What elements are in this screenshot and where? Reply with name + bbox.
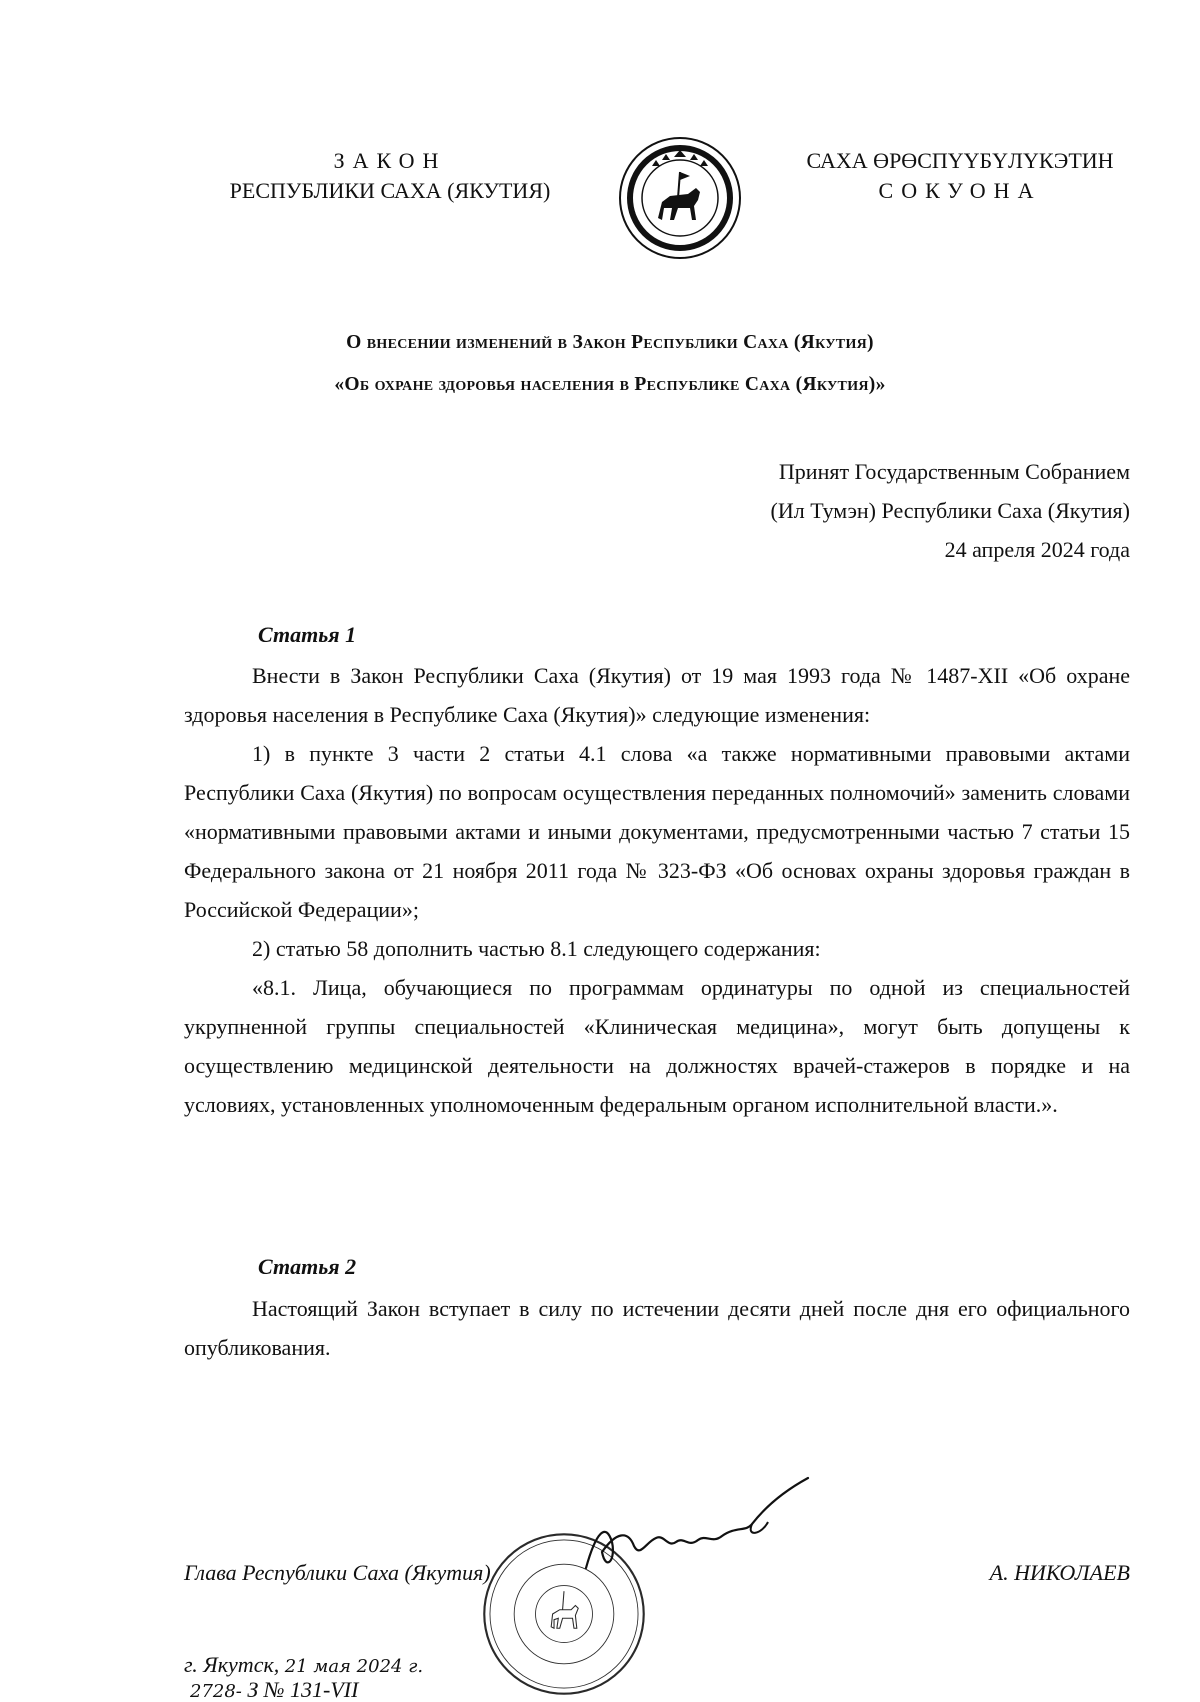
signing-place: г. Якутск, — [184, 1652, 280, 1677]
article-1-item-2: 2) статью 58 дополнить частью 8.1 следующего содержания: — [252, 936, 821, 961]
adoption-line1: Принят Государственным Собранием — [778, 459, 1130, 484]
signing-date: 21 мая 2024 г. — [284, 1656, 424, 1677]
law-number — [190, 1677, 359, 1702]
adoption-line2: (Ил Тумэн) Республики Саха (Якутия) — [770, 498, 1130, 523]
article-1-item-1: 1) в пункте 3 части 2 статьи 4.1 слова «а также нормативными правовыми актами Республики Саха (Якутия) по вопросам осуществления переданных полномочий» заменить словами «нормативными правовыми актами и иными документами, предусмотренными частью 7 статьи 15 Федерального закона от 21 ноября 2011 года № 323-ФЗ «Об основах охраны здоровья граждан в Российской Федерации»; — [184, 741, 1130, 922]
document-title-line1: О внесении изменений в Закон Республики Саха (Якутия) — [346, 332, 874, 353]
header-left — [200, 146, 580, 206]
article-2-heading: Статья 2 — [258, 1254, 357, 1279]
law-number-printed: З № 131-VII — [247, 1677, 359, 1702]
article-1-heading: Статья 1 — [258, 622, 357, 647]
adoption-date: 24 апреля 2024 года — [944, 537, 1130, 562]
signatory-position: Глава Республики Саха (Якутия) — [184, 1560, 491, 1585]
handwritten-signature-icon — [576, 1472, 816, 1582]
signatory-name: А. НИКОЛАЕВ — [989, 1560, 1130, 1585]
article-2-body — [184, 1289, 1130, 1367]
article-1-new-part: «8.1. Лица, обучающиеся по программам ординатуры по одной из специальностей укрупненной группы специальностей «Клиническая медицина», могут быть допущены к осуществлению медицинской деятельности на должностях врачей-стажеров в порядке и на условиях, установленных уполномоченным федеральным органом исполнительной власти.». — [184, 975, 1130, 1117]
document-title-line2: «Об охране здоровья населения в Республике Саха (Якутия)» — [334, 374, 886, 395]
article-2-paragraph: Настоящий Закон вступает в силу по истечении десяти дней после дня его официального опубликования. — [184, 1296, 1130, 1360]
article-1-body — [184, 656, 1130, 1124]
adoption-block — [610, 452, 1130, 569]
header-right — [770, 146, 1150, 206]
coat-of-arms-icon — [618, 136, 742, 260]
article-1-paragraph: Внести в Закон Республики Саха (Якутия) от 19 мая 1993 года № 1487-XII «Об охране здоровья населения в Республике Саха (Якутия)» следующие изменения: — [184, 663, 1130, 727]
header-right-line1: САХА ӨРӨСПҮҮБҮЛҮКЭТИН — [806, 148, 1114, 173]
header-right-line2: СОКУОНА — [878, 178, 1042, 203]
header-left-line1: ЗАКОН — [333, 148, 447, 173]
law-number-handwritten: 2728- — [190, 1681, 242, 1702]
header-left-line2: РЕСПУБЛИКИ САХА (ЯКУТИЯ) — [229, 178, 551, 203]
signing-place-date — [184, 1652, 423, 1678]
